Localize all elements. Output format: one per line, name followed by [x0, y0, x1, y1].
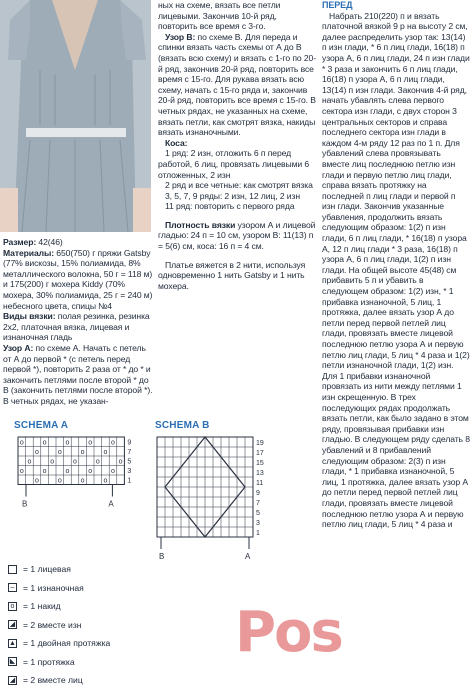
size-value: 42(46)	[36, 237, 63, 247]
kosa-row-4: 11 ряд: повторить с первого ряда	[165, 201, 295, 212]
legend-label: = 1 двойная протяжка	[23, 638, 111, 649]
yarnover-mark: o	[19, 468, 24, 475]
dress-photo-illustration	[0, 0, 151, 232]
legend-label: = 1 протяжка	[23, 656, 75, 667]
uzor-a-label: Узор А:	[3, 342, 34, 353]
schema-b-title: SCHEMA B	[155, 420, 210, 431]
types-text: полая резинка, резинка 2х2, платочная вязка, лицевая и изнаночная гладь	[3, 311, 150, 343]
materials-paragraph	[3, 248, 153, 312]
row-number: 7	[256, 500, 260, 507]
row-number: 9	[127, 439, 132, 447]
yarnover-mark: o	[50, 458, 55, 466]
triangle-up-icon: ▲	[9, 639, 16, 647]
legend-item	[8, 616, 168, 635]
schema-b-grid	[155, 431, 280, 601]
yarnover-mark: o	[73, 458, 77, 466]
yarnover-mark: o	[57, 477, 62, 485]
yarnover-mark: o	[42, 439, 47, 447]
schema-a-bottom-right: A	[108, 499, 114, 509]
schema-b-bottom-left: B	[159, 552, 165, 561]
yarnover-mark: o	[88, 468, 93, 475]
yarnover-mark: o	[27, 458, 32, 466]
types-label: Виды вязки:	[3, 311, 56, 322]
yarnover-mark: o	[42, 468, 47, 475]
dash-square-icon: –	[8, 583, 17, 592]
uzor-b-paragraph	[158, 32, 318, 138]
row-number: 5	[256, 510, 260, 517]
yarnover-mark: o	[118, 458, 123, 466]
legend	[8, 560, 168, 690]
schema-b	[155, 420, 280, 606]
yarnover-mark: o	[19, 439, 24, 447]
yarnover-mark: o	[57, 449, 62, 456]
yarnover-mark: o	[111, 439, 115, 447]
legend-item	[8, 653, 168, 672]
yarnover-mark: o	[111, 468, 115, 475]
row-number: 13	[256, 470, 264, 477]
uzor-a-text: по схеме А. Начать с петель от А до первой * (с петель перед первой *), повторить 2 раза от * до * и закончить петлями после второй * до В (закончить петлями после второй *). В четных рядах, не указан-	[3, 342, 153, 406]
schema-a	[14, 420, 154, 551]
schema-a-title: SCHEMA A	[14, 420, 69, 431]
density-text: узором А и лицевой гладью: 24 п = 10 см, узором В: 11(13) п = 5(6) см, коса: 16 п = 4 см.	[158, 219, 316, 252]
yarnover-mark: o	[95, 458, 100, 466]
kosa-row-2: 2 ряд и все четные: как смотрят вязка	[165, 180, 313, 191]
dress-photo	[0, 0, 151, 232]
density-paragraph	[158, 220, 318, 252]
yarnover-mark: o	[88, 439, 93, 447]
legend-label: = 1 лицевая	[23, 564, 71, 575]
yarnover-mark: o	[35, 477, 39, 485]
row-number: 1	[127, 477, 132, 485]
legend-item	[8, 560, 168, 579]
row-number: 5	[127, 458, 132, 466]
row-number: 17	[256, 450, 264, 457]
section-heading: ПЕРЕД	[322, 0, 353, 10]
row-number: 3	[256, 520, 260, 527]
column-middle	[158, 0, 318, 291]
circle-square-icon: o	[8, 602, 17, 611]
row-number: 3	[127, 468, 132, 475]
triangle-right-icon: ◢	[9, 621, 16, 629]
yarnover-mark: o	[35, 449, 39, 456]
column-right	[322, 0, 470, 530]
schema-a-bottom-left: B	[22, 499, 28, 509]
triangle-right-icon: ◢	[9, 676, 16, 684]
materials-label: Материалы:	[3, 247, 55, 258]
legend-item	[8, 579, 168, 598]
yarnover-mark: o	[80, 449, 85, 456]
legend-item	[8, 634, 168, 653]
legend-item	[8, 597, 168, 616]
kosa-row-3: 3, 5, 7, 9 ряды: 2 изн, 12 лиц, 2 изн	[165, 190, 300, 201]
dress-paragraph: Платье вяжется в 2 нити, используя одновременно 1 нить Gatsby и 1 нить мохера.	[158, 259, 306, 291]
row-number: 7	[127, 449, 132, 456]
kosa-row-1: 1 ряд: 2 изн, отложить 6 п перед работой, 6 лиц, провязать лицевыми 6 отложенных, 2 изн	[158, 148, 310, 180]
blank-square-icon	[8, 565, 17, 574]
size-paragraph	[3, 237, 153, 248]
types-paragraph	[3, 311, 153, 343]
uzor-b-label: Узор В:	[165, 31, 196, 42]
row-number: 15	[256, 460, 264, 467]
triangle-left-icon: ◣	[9, 658, 16, 666]
legend-label: = 1 накид	[23, 601, 61, 612]
column-left	[3, 237, 153, 407]
yarnover-mark: o	[65, 439, 70, 447]
legend-item	[8, 671, 168, 690]
row-number: 9	[256, 490, 260, 497]
row-number: 11	[256, 480, 264, 487]
yarnover-mark: o	[103, 477, 108, 485]
schema-a-grid	[14, 431, 154, 546]
uzor-b-text: по схеме В. Для переда и спинки вязать часть схемы от А до В (вязать всю схему) и вязать с 1-го по 20-й ряд, закончив 20-й ряд, повторить все время с 15-го. Для рукава вязать всю схему, начать с 15-го ряда и, закончив 20-й ряд, повторить все время с 15-го. В четных рядах, не указанных на схеме, вязать петли, как смотрят вязка, накиды вязать изнаночными.	[158, 31, 316, 138]
kosa-label: Коса:	[165, 137, 188, 148]
row-number: 1	[256, 530, 260, 537]
legend-label: = 2 вместе лиц	[23, 675, 83, 686]
uzor-a-paragraph	[3, 343, 153, 407]
density-label: Плотность вязки	[165, 219, 236, 230]
yarnover-mark: o	[65, 468, 70, 475]
size-label: Размер:	[3, 237, 37, 247]
watermark: Pos	[235, 600, 342, 665]
yarnover-mark: o	[80, 477, 85, 485]
schema-b-bottom-right: A	[245, 552, 251, 561]
front-instructions: Набрать 210(220) п и вязать платочной вязкой 9 р на высоту 2 см, далее распределить узор так: 13(14) п изн глади, * 6 п лиц глади, 16(18) п узора А, 6 п лиц глади, 24 п изн глади * 3 раза и закончить 6 п лиц глади, 16(18) п узора А, 6 п лиц глади, 13(14) п изн глади. Закончив 4-й ряд, начать убавлять слева первого сектора изн глади, с двух сторон 3 центральных секторов и справа последнего сектора изн глади в каждом 4-м ряду 12 раз по 1 п. Для убавлений слева провязывать вместе лиц последнюю петлю изн глади и первую петлю лиц глади, справа вязать протяжку на последней п лиц глади и первой п изн глади. Закончив указанные убавления, продолжить вязать следующим образом: 1(2) п изн глади, 6 п лиц глади, * 16(18) п узора А, 12 п лиц глади * 3 раза, 16(18) п узора А, 6 п лиц глади, 1(2) п изн глади. На общей высоте 45(48) см прибавить 5 п и убавить в следующем образом: 1(2) изн, * 1 прибавка изнаночной, 5 лиц, 1 протяжка, далее вязать узор А до петли перед первой петлей лиц глади, провязать вместе лицевой последнюю петлю узора А и первую петлю лиц глади, 5 лиц * 4 раза и 1(2) петли изнаночной глади, 1(2) изн. Для 1 прибавки изнаночной провязать из нити между петлями 1 изн скрещенную. В трех последующих рядах продолжать вязать петли, как было задано в этом ряду, провязывая прибавки изн гладью. В следующем ряду сделать 8 убавлений и 8 прибавлений следующим образом: 2(3) п изн глади, * 1 прибавка изнаночной, 5 лиц, 1 протяжка, далее вязать узор А до петли перед первой петлей лиц глади, провязать вместе лицевой последнюю петлю узора А и первую петлю лиц глади, 5 лиц * 4 раза и	[322, 10, 470, 530]
materials-text: 650(750) г пряжи Gatsby (77% вискозы, 15% полиамида, 8% металлического волокна, 50 г = 118 м) и 175(200) г мохера Kiddy (70% мохера, 30% полиамида, 25 г = 240 м) небесного цвета, спицы №4	[3, 247, 153, 311]
row-number: 19	[256, 440, 264, 447]
legend-label: = 1 изнаночная	[23, 582, 84, 593]
col2-intro: ных на схеме, вязать все петли лицевыми. Закончив 10-й ряд, повторить все время с 3-го.	[158, 0, 281, 32]
legend-label: = 2 вместе изн	[23, 619, 82, 630]
yarnover-mark: o	[103, 449, 108, 456]
